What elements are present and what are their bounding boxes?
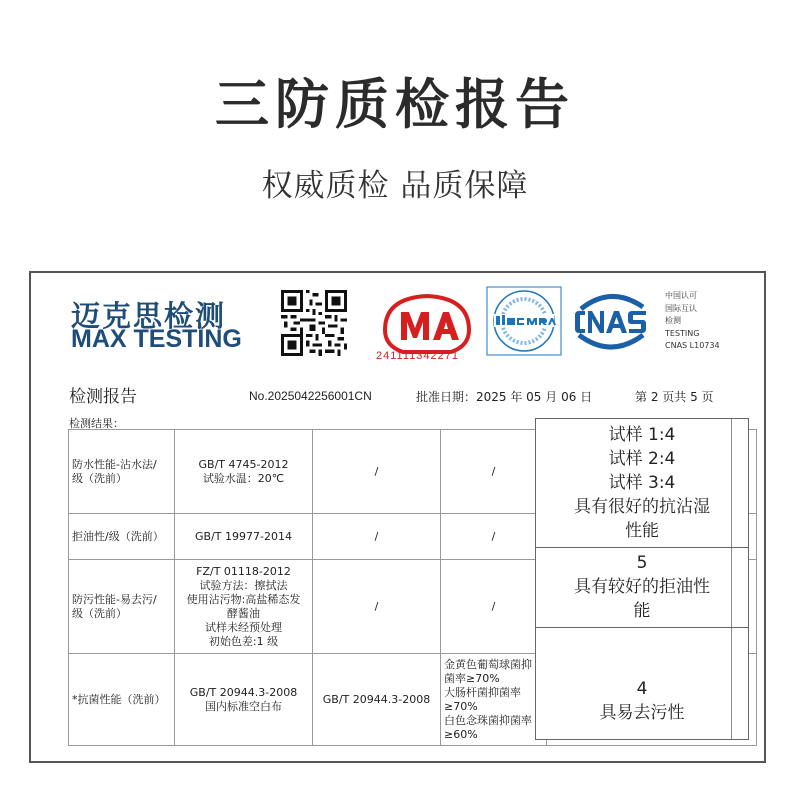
cell-line: 防污性能-易去污/ xyxy=(72,592,157,606)
table-cell: / xyxy=(441,514,547,560)
cell-line: 酵酱油 xyxy=(227,606,260,620)
page-info: 第 2 页共 5 页 xyxy=(635,390,714,404)
cell-line: 初始色差:1 级 xyxy=(208,634,279,648)
test-item-cell xyxy=(69,560,175,654)
results-overlay xyxy=(535,418,749,740)
standard-cell xyxy=(175,514,313,560)
cell-line: FZ/T 01118-2012 xyxy=(196,564,291,578)
result-line: 试样 2:4 xyxy=(608,449,676,469)
report-number: No.2025042256001CN xyxy=(249,389,372,403)
cell-line: 试验水温：20℃ xyxy=(202,471,285,485)
overlay-divider xyxy=(536,627,748,628)
result-line: 性能 xyxy=(625,521,659,541)
cell-line: 大肠杆菌抑菌率 xyxy=(444,685,521,699)
qr-code-icon xyxy=(281,290,347,356)
result-line: 试样 3:4 xyxy=(608,473,676,493)
cert-line: 检测 xyxy=(665,316,681,325)
cell-line: 级（洗前） xyxy=(72,471,127,485)
result-line: 具有很好的抗沾湿 xyxy=(574,497,710,517)
approval-date: 批准日期：2025 年 05 月 06 日 xyxy=(416,390,593,404)
result-line: 试样 1:4 xyxy=(608,425,676,445)
requirement-cell xyxy=(441,654,547,746)
cnas-cert-text xyxy=(665,290,720,353)
table-cell: / xyxy=(441,430,547,514)
oil-result xyxy=(536,551,748,623)
table-cell: / xyxy=(313,560,441,654)
cell-line: 国内标准空白布 xyxy=(205,699,282,713)
cert-line: 中国认可 xyxy=(665,291,697,300)
result-line: 具易去污性 xyxy=(599,703,685,723)
cell-line: 试验方法：擦拭法 xyxy=(199,578,288,592)
result-line: 4 xyxy=(636,679,648,699)
cell-line: *抗菌性能（洗前） xyxy=(72,692,166,706)
standard-cell xyxy=(175,560,313,654)
cma-code: 241111342271 xyxy=(376,350,459,362)
cert-line: 国际互认 xyxy=(665,303,697,313)
cell-line: 白色念珠菌抑菌率 xyxy=(444,713,532,727)
page-tagline: 权威质检 品质保障 xyxy=(261,168,529,204)
cell-line: ≥60% xyxy=(444,727,478,741)
cell-line: GB/T 4745-2012 xyxy=(198,457,289,471)
report-title: 检测报告 xyxy=(69,387,137,407)
test-item-cell xyxy=(69,654,175,746)
ilac-mra-logo-icon xyxy=(486,286,562,356)
cell-line: GB/T 20944.3-2008 xyxy=(189,685,298,699)
cell-line: 菌率≥70% xyxy=(444,671,500,685)
result-line: 具有较好的拒油性 xyxy=(574,577,710,597)
stain-result xyxy=(536,677,748,725)
table-cell: GB/T 20944.3-2008 xyxy=(313,654,441,746)
standard-cell xyxy=(175,654,313,746)
table-cell: / xyxy=(313,514,441,560)
lab-logo-chinese: 迈克思检测 xyxy=(71,299,227,333)
cell-line: 防水性能-沾水法/ xyxy=(72,457,157,471)
cell-line: 使用沾污物:高盐稀态发 xyxy=(186,592,301,606)
cert-line: CNAS L10734 xyxy=(665,341,720,350)
table-cell: / xyxy=(441,560,547,654)
waterproof-result xyxy=(536,423,748,543)
result-line: 5 xyxy=(636,553,648,573)
test-item-cell xyxy=(69,430,175,514)
result-line: 能 xyxy=(633,601,651,621)
overlay-divider xyxy=(536,547,748,548)
cell-line: 金黄色葡萄球菌抑 xyxy=(444,657,532,671)
cell-line: ≥70% xyxy=(444,699,478,713)
cell-line: GB/T 19977-2014 xyxy=(195,529,292,543)
page-headline: 三防质检报告 xyxy=(215,73,575,136)
cell-line: 试样未经预处理 xyxy=(205,620,282,634)
cert-line: TESTING xyxy=(665,328,700,338)
cell-line: 级（洗前） xyxy=(72,606,127,620)
cnas-logo-icon xyxy=(571,289,651,355)
cell-line: 拒油性/级（洗前） xyxy=(72,529,164,543)
lab-logo-english: MAX TESTING xyxy=(71,325,242,353)
standard-cell xyxy=(175,430,313,514)
table-cell: / xyxy=(313,430,441,514)
test-item-cell xyxy=(69,514,175,560)
results-label: 检测结果： xyxy=(69,417,124,430)
